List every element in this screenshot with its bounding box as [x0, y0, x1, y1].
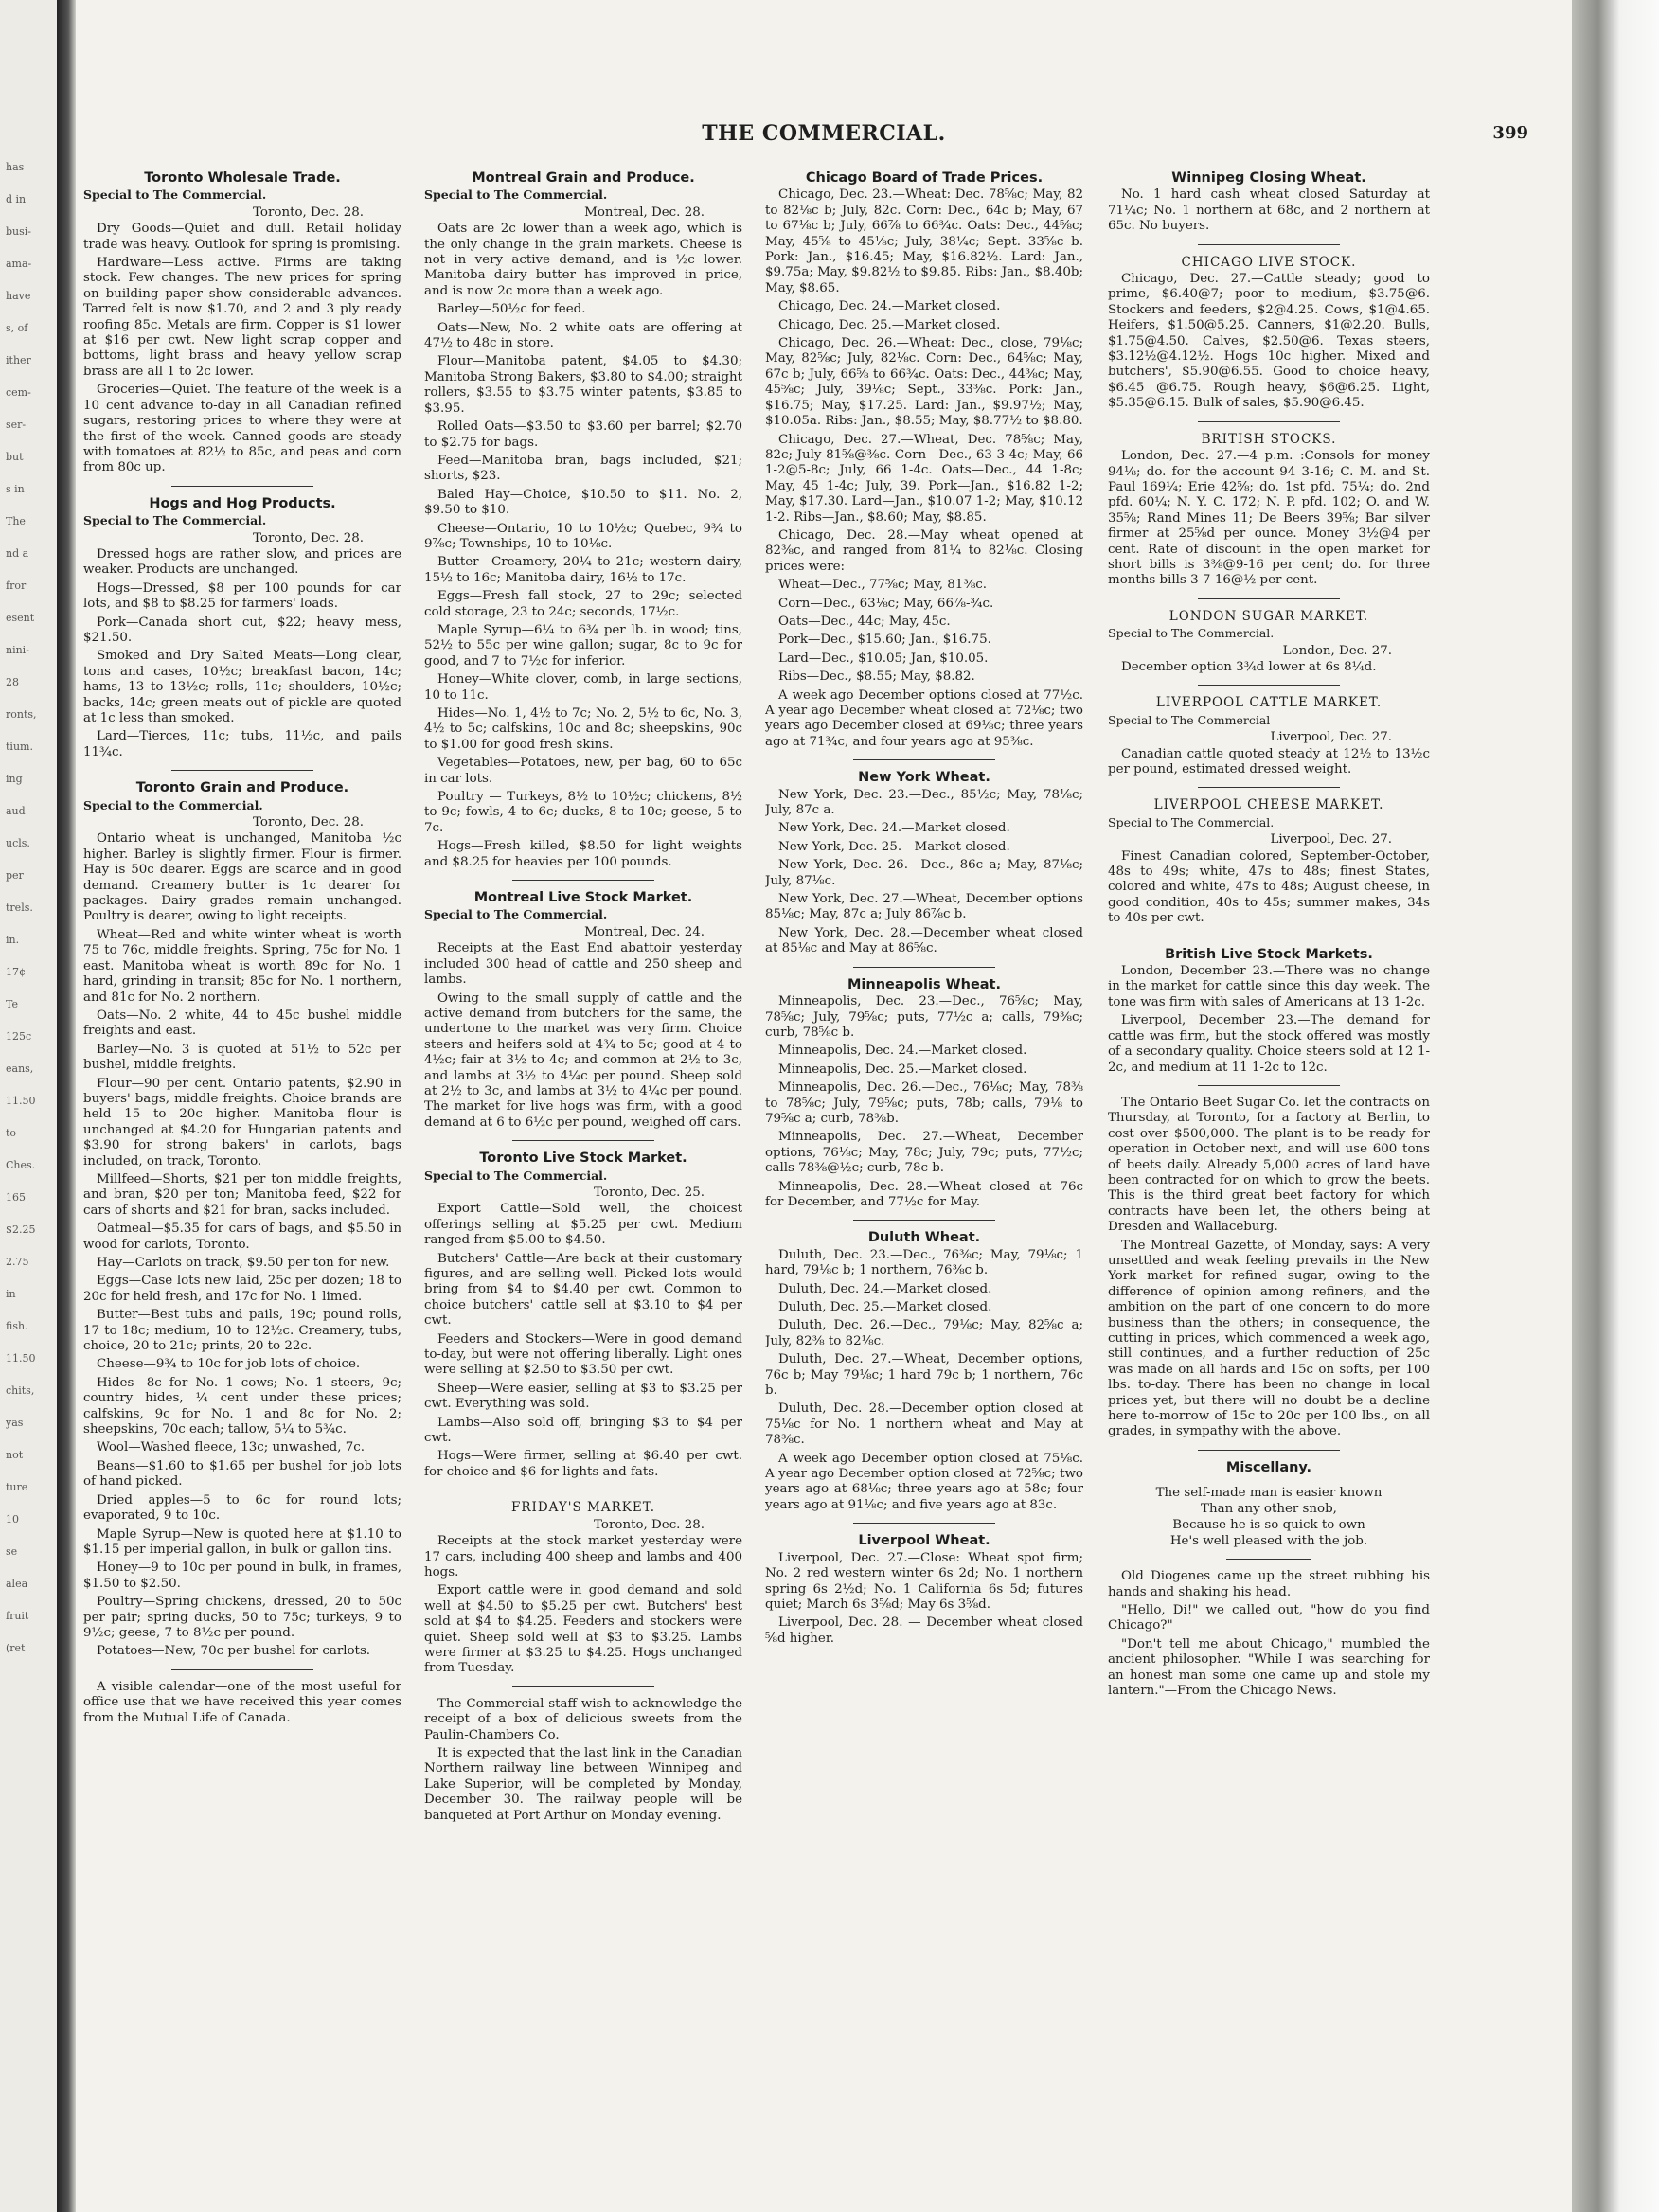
facing-page-fragment: but — [6, 451, 24, 463]
article-paragraph: Dry Goods—Quiet and dull. Retail holiday trade was heavy. Outlook for spring is promising. — [83, 222, 401, 252]
article-paragraph: Wheat—Red and white winter wheat is worth 75 to 76c, middle freights. Spring, 75c for No. 1 east. Manitoba wheat is worth 89c for No. 1 hard, grinding in transit; 85c for No. 1 northern, and 81c for No. 2 northern. — [83, 927, 401, 1005]
article-paragraph: Groceries—Quiet. The feature of the week is a 10 cent advance to-day in all Canadian refined sugars, restoring prices to where they were at the first of the week. Canned goods are steady with tomatoes at 82½ to 85c, and peas and corn from 80c up. — [83, 383, 401, 475]
facing-page-fragment: ucls. — [6, 837, 30, 849]
facing-page-fragment: ither — [6, 354, 31, 366]
article-paragraph: Minneapolis, Dec. 26.—Dec., 76⅛c; May, 78⅜ to 78⅝c; July, 79⅝c; puts, 78b; calls, 79⅛ to 79⅝c a; curb, 78⅜b. — [765, 1080, 1083, 1126]
article-title: Toronto Grain and Produce. — [135, 780, 349, 796]
facing-page-fragment: ser- — [6, 419, 27, 431]
dateline: Liverpool, Dec. 27. — [1270, 730, 1392, 745]
article-title: Montreal Grain and Produce. — [472, 170, 695, 186]
article-paragraph: Honey—9 to 10c per pound in bulk, in frames, $1.50 to $2.50. — [83, 1561, 401, 1591]
article-paragraph: Duluth, Dec. 23.—Dec., 76⅜c; May, 79⅛c; 1 hard, 79⅛c b; 1 northern, 76⅜c b. — [765, 1247, 1083, 1278]
section-divider — [1198, 421, 1340, 422]
article-title: LIVERPOOL CHEESE MARKET. — [1153, 797, 1384, 813]
article — [424, 1697, 742, 1824]
article-paragraph: Ontario wheat is unchanged, Manitoba ½c higher. Barley is slightly firmer. Flour is firmer. Hay is 50c dearer. Eggs are scarce and in good demand. Creamery butter is 1c dearer for packages. Dairy grades remain unchanged. Poultry is dearer, owing to light receipts. — [83, 831, 401, 924]
facing-page-fragment: 2.75 — [6, 1256, 29, 1268]
facing-page-fragment: ama- — [6, 258, 32, 270]
facing-page-fragment: alea — [6, 1578, 28, 1590]
facing-page-fragment: 165 — [6, 1191, 26, 1204]
article-paragraph: Cheese—9¾ to 10c for job lots of choice. — [97, 1357, 361, 1372]
article-paragraph: A week ago December options closed at 77½c. A year ago December wheat closed at 72⅛c; two years ago December closed at 69⅛c; three years ago at 71¾c, and four years ago at 95⅜c. — [765, 687, 1083, 749]
article-paragraph: Wool—Washed fleece, 13c; unwashed, 7c. — [97, 1440, 365, 1455]
section-divider — [512, 880, 654, 881]
article — [424, 890, 742, 1131]
facing-page-fragment: esent — [6, 612, 35, 624]
facing-page-fragment: 125c — [6, 1030, 32, 1043]
column-1 — [83, 161, 401, 2168]
dateline: Montreal, Dec. 28. — [584, 205, 705, 220]
facing-page-fragment: Ches. — [6, 1159, 36, 1171]
article-paragraph: The Ontario Beet Sugar Co. let the contracts on Thursday, at Toronto, for a factory at Berlin, to cost over $500,000. The plant is to be ready for operation in October next, and will use 600 tons of beets daily. Already 5,000 acres of land have been contracted for on which to grow the beets. This is the third great beet factory for which contracts have been let, the others being at Dresden and Wallaceburg. — [1108, 1095, 1430, 1235]
section-divider — [1198, 787, 1340, 788]
article-paragraph: Corn—Dec., 63⅛c; May, 66⅞-¾c. — [778, 596, 994, 611]
binding-gutter — [57, 0, 76, 2212]
article-title: FRIDAY'S MARKET. — [510, 1500, 656, 1516]
article-paragraph: Barley—No. 3 is quoted at 51½ to 52c per bushel, middle freights. — [83, 1042, 401, 1073]
section-divider — [171, 770, 313, 771]
article-paragraph: Feed—Manitoba bran, bags included, $21; shorts, $23. — [424, 453, 742, 484]
article-paragraph: Smoked and Dry Salted Meats—Long clear, tons and cases, 10½c; breakfast bacon, 14c; hams, 13 to 13½c; rolls, 11c; shoulders, 10½c; backs, 14c; green meats out of pickle are quoted at 1c less than smoked. — [83, 649, 401, 725]
facing-page-fragment: 10 — [6, 1513, 19, 1525]
article-paragraph: Liverpool, December 23.—The demand for cattle was firm, but the stock offered was mostly of a secondary quality. Choice steers sold at 12 1-2c, and medium at 11 1-2c to 12c. — [1108, 1013, 1430, 1075]
article-paragraph: Oatmeal—$5.35 for cars of bags, and $5.50 in wood for carlots, Toronto. — [83, 1222, 401, 1252]
page-number: 399 — [1492, 123, 1528, 143]
article-paragraph: Hogs—Were firmer, selling at $6.40 per cwt. for choice and $6 for lights and fats. — [424, 1449, 742, 1479]
column-2 — [424, 161, 742, 2168]
miscellany-paragraph: Old Diogenes came up the street rubbing his hands and shaking his head. — [1108, 1569, 1430, 1599]
facing-page-fragment: 11.50 — [6, 1095, 36, 1107]
article-paragraph: Export Cattle—Sold well, the choicest offerings selling at $5.25 per cwt. Medium ranged from $5.00 to $4.50. — [424, 1202, 742, 1248]
article-paragraph: A visible calendar—one of the most useful for office use that we have received this year comes from the Mutual Life of Canada. — [83, 1679, 401, 1725]
article-paragraph: Minneapolis, Dec. 27.—Wheat, December options, 76⅛c; May, 78c; July, 79c; puts, 77½c; calls 78⅜@½c; curb, 78c b. — [765, 1130, 1083, 1176]
article-paragraph: The Montreal Gazette, of Monday, says: A very unsettled and weak feeling prevails in the New York market for refined sugar, owing to the difference of opinion among refiners, and the ambition on the part of one concern to do more business than the others; in consequence, the cutting in prices, which commenced a week ago, still continues, and a further reduction of 25c was made on all hards and 15c on softs, per 100 lbs. to-day. There has been no change in local prices yet, but there will no doubt be a decline here to-morrow of 15c to 20c per 100 lbs., on all grades, in sympathy with the above. — [1108, 1238, 1430, 1439]
article-paragraph: Receipts at the stock market yesterday were 17 cars, including 400 sheep and lambs and 400 hogs. — [424, 1534, 742, 1579]
article-paragraph: Chicago, Dec. 23.—Wheat: Dec. 78⅝c; May, 82 to 82⅛c b; July, 82c. Corn: Dec., 64c b; May, 67 to 67⅛c b; July, 66⅞ to 66¾c. Oats: Dec., 44⅝c; May, 45⅝ to 45⅛c; July, 38¼c; Sept. 33⅝c b. Pork: Jan., $16.45; May, $16.82½. Lard: Jan., $9.75a; May, $9.82½ to $9.85. Ribs: Jan., $8.40b; May, $8.65. — [765, 187, 1083, 295]
article-paragraph: Chicago, Dec. 27.—Cattle steady; good to prime, $6.40@7; poor to medium, $3.75@6. Stockers and feeders, $2@4.25. Cows, $1@4.65. Heifers, $1.50@5.25. Canners, $1@2.20. Bulls, $1.75@4.50. Calves, $2.50@6. Texas steers, $3.12½@4.12½. Hogs 10c higher. Mixed and butchers', $5.90@6.55. Good to choice heavy, $6.45 @6.75. Rough heavy, $6@6.25. Light, $5.35@6.15. Bulk of sales, $5.90@6.45. — [1108, 272, 1430, 411]
article — [1108, 432, 1430, 589]
section-divider — [853, 1523, 995, 1524]
article-title: BRITISH STOCKS. — [1201, 431, 1337, 447]
article-paragraph: Ribs—Dec., $8.55; May, $8.82. — [778, 669, 975, 685]
article-title: LONDON SUGAR MARKET. — [1168, 608, 1369, 624]
special-credit: Special to The Commercial. — [424, 1168, 608, 1183]
article-paragraph: Duluth, Dec. 27.—Wheat, December options, 76c b; May 79⅛c; 1 hard 79c b; 1 northern, 76c b. — [765, 1352, 1083, 1399]
article — [83, 170, 401, 476]
dateline: Toronto, Dec. 28. — [594, 1517, 705, 1532]
article-paragraph: Duluth, Dec. 26.—Dec., 79⅛c; May, 82⅝c a; July, 82⅜ to 82⅛c. — [765, 1318, 1083, 1348]
special-credit: Special to The Commercial. — [1108, 814, 1275, 830]
article — [1108, 1460, 1430, 1475]
article-paragraph: Maple Syrup—6¼ to 6¾ per lb. in wood; tins, 52½ to 55c per wine gallon; sugar, 8c to 9c for good, and 7 to 7½c for inferior. — [424, 622, 742, 669]
section-divider — [1198, 685, 1340, 686]
dateline: Liverpool, Dec. 27. — [1270, 832, 1392, 847]
article-paragraph: Butter—Creamery, 20¼ to 21c; western dairy, 15½ to 16c; Manitoba dairy, 16½ to 17c. — [424, 555, 742, 585]
article-title: Hogs and Hog Products. — [149, 495, 336, 511]
section-divider — [853, 1220, 995, 1221]
facing-page-fragment: nini- — [6, 644, 29, 656]
facing-page-fragment: aud — [6, 805, 26, 817]
article-paragraph: Oats are 2c lower than a week ago, which is the only change in the grain markets. Cheese is not in very active demand, and is ½c lower. Manitoba dairy butter has improved in price, and is now 2c more than a week ago. — [424, 222, 742, 298]
article-paragraph: No. 1 hard cash wheat closed Saturday at 71¼c; No. 1 northern at 68c, and 2 northern at 65c. No buyers. — [1108, 187, 1430, 234]
article-paragraph: Potatoes—New, 70c per bushel for carlots. — [97, 1644, 371, 1659]
article-title: CHICAGO LIVE STOCK. — [1181, 254, 1357, 270]
article-paragraph: Minneapolis, Dec. 28.—Wheat closed at 76c for December, and 77½c for May. — [765, 1179, 1083, 1209]
article-paragraph: Finest Canadian colored, September-October, 48s to 49s; white, 47s to 48s; finest States, colored and white, 47s to 48s; August cheese, in good condition, 40s to 45s; summer makes, 34s to 40s per cwt. — [1108, 848, 1430, 926]
newspaper-page — [76, 0, 1572, 2212]
article-title: Miscellany. — [1225, 1459, 1312, 1475]
section-divider — [171, 486, 313, 487]
facing-page-fragment: nd a — [6, 547, 29, 560]
article-paragraph: Vegetables—Potatoes, new, per bag, 60 to 65c in car lots. — [424, 756, 742, 786]
dateline: Toronto, Dec. 25. — [594, 1185, 705, 1200]
section-divider — [853, 967, 995, 968]
article — [1108, 255, 1430, 412]
article-title: Chicago Board of Trade Prices. — [805, 170, 1044, 186]
facing-page-fragment: ing — [6, 773, 23, 785]
article-paragraph: Feeders and Stockers—Were in good demand to-day, but were not offering liberally. Light ones were selling at $2.50 to $3.50 per cwt. — [424, 1331, 742, 1378]
facing-page-fragment: tium. — [6, 740, 33, 753]
facing-page-fragment: s, of — [6, 322, 28, 334]
article-title: Montreal Live Stock Market. — [473, 890, 693, 906]
special-credit: Special to The Commercial — [1108, 712, 1271, 727]
facing-page-fragment: fruit — [6, 1610, 29, 1622]
column-4 — [1108, 161, 1430, 2168]
article-paragraph: New York, Dec. 27.—Wheat, December options 85⅛c; May, 87c a; July 86⅞c b. — [765, 892, 1083, 922]
article — [765, 170, 1083, 750]
special-credit: Special to the Commercial. — [83, 797, 263, 812]
article-paragraph: Honey—White clover, comb, in large sections, 10 to 11c. — [424, 672, 742, 703]
article-paragraph: Minneapolis, Dec. 25.—Market closed. — [778, 1061, 1027, 1077]
section-divider — [853, 759, 995, 760]
article-title: Toronto Live Stock Market. — [479, 1151, 687, 1167]
section-divider — [1198, 598, 1340, 599]
miscellany-poem — [1108, 1485, 1430, 1549]
page-edge — [1572, 0, 1659, 2212]
article-paragraph: London, Dec. 27.—4 p.m. :Consols for money 94⅛; do. for the account 94 3-16; C. M. and St. Paul 169¼; Erie 42⅝; do. 1st pfd. 75¼; do. 2nd pfd. 60¼; N. Y. C. 172; N. P. pfd. 102; O. and W. 35⅝; Rand Mines 11; De Beers 39⅝; Bar silver firmer at 25⅝d per ounce. Money 3½@4 per cent. Rate of discount in the open market for short bills is 3⅜@9-16 per cent; do. for three months bills 3 7-16@½ per cent. — [1108, 449, 1430, 588]
article-paragraph: Duluth, Dec. 24.—Market closed. — [778, 1281, 992, 1296]
article-paragraph: Owing to the small supply of cattle and the active demand from butchers for the same, the undertone to the market was very firm. Choice steers and heifers sold at 4¾ to 5c; good at 4 to 4½c; fair at 3½ to 4c; and common at 2½ to 3c, and lambs at 3½ to 4¼c per pound. Sheep sold at 2½ to 3c, and lambs at 3½ to 4¼c per pound. The market for live hogs was firm, with a good demand at 6 to 6½c per pound, weighed off cars. — [424, 990, 742, 1130]
article-paragraph: Butchers' Cattle—Are back at their customary figures, and are selling well. Picked lots would bring from $4 to $4.40 per cwt. Common to choice butchers' cattle sell at $3.10 to $4 per cwt. — [424, 1251, 742, 1329]
dateline: Toronto, Dec. 28. — [253, 530, 364, 545]
article-paragraph: Liverpool, Dec. 28. — December wheat closed ⅝d higher. — [765, 1615, 1083, 1646]
poem-line: The self-made man is easier known — [1155, 1486, 1382, 1501]
article-paragraph: Export cattle were in good demand and sold well at $4.50 to $5.25 per cwt. Butchers' best sold at $4 to $4.25. Feeders and stockers were quiet. Sheep sold well at $3 to $3.25. Lambs were firmer at $3.25 to $4.25. Hogs unchanged from Tuesday. — [424, 1583, 742, 1676]
dateline: Montreal, Dec. 24. — [584, 924, 705, 939]
article-paragraph: Canadian cattle quoted steady at 12½ to 13½c per pound, estimated dressed weight. — [1108, 746, 1430, 776]
article-paragraph: Oats—New, No. 2 white oats are offering at 47½ to 48c in store. — [424, 320, 742, 351]
special-credit: Special to The Commercial. — [83, 513, 267, 528]
article-paragraph: Chicago, Dec. 28.—May wheat opened at 82⅜c, and ranged from 81¼ to 82⅛c. Closing prices were: — [765, 527, 1083, 574]
article-paragraph: New York, Dec. 28.—December wheat closed at 85⅛c and May at 86⅝c. — [765, 925, 1083, 956]
article-paragraph: Hogs—Dressed, $8 per 100 pounds for car lots, and $8 to $8.25 for farmers' loads. — [83, 580, 401, 612]
article — [1108, 797, 1430, 926]
article-paragraph: Minneapolis, Dec. 24.—Market closed. — [778, 1044, 1027, 1059]
article-paragraph: Poultry — Turkeys, 8½ to 10½c; chickens, 8½ to 9c; fowls, 4 to 6c; ducks, 8 to 10c; geese, 5 to 7c. — [424, 790, 742, 835]
article — [1108, 947, 1430, 1076]
article-paragraph: Wheat—Dec., 77⅝c; May, 81⅜c. — [778, 578, 988, 593]
poem-line: He's well pleased with the job. — [1169, 1534, 1368, 1549]
article-paragraph: Beans—$1.60 to $1.65 per bushel for job lots of hand picked. — [83, 1458, 401, 1490]
article — [1108, 695, 1430, 777]
facing-page-fragment: ture — [6, 1481, 28, 1493]
page-title: THE COMMERCIAL. — [702, 121, 946, 146]
article — [424, 1500, 742, 1676]
article-paragraph: Baled Hay—Choice, $10.50 to $11. No. 2, $9.50 to $10. — [424, 487, 742, 518]
article-paragraph: New York, Dec. 25.—Market closed. — [778, 839, 1010, 854]
article-paragraph: Flour—90 per cent. Ontario patents, $2.90 in buyers' bags, middle freights. Choice brands are held 15 to 20c higher. Manitoba flour is unchanged at $4.20 for Hungarian patents and $3.90 for strong bakers' in carlots, bags included, on track, Toronto. — [83, 1076, 401, 1168]
article-paragraph: Receipts at the East End abattoir yesterday included 300 head of cattle and 250 sheep and lambs. — [424, 941, 742, 988]
article — [765, 1533, 1083, 1647]
facing-page-fragment: in. — [6, 934, 20, 946]
article-paragraph: Hides—No. 1, 4½ to 7c; No. 2, 5½ to 6c, No. 3, 4½ to 5c; calfskins, 10c and 8c; sheepskins, 90c to $1.00 for good fresh skins. — [424, 706, 742, 752]
article-paragraph: Eggs—Fresh fall stock, 27 to 29c; selected cold storage, 23 to 24c; seconds, 17½c. — [424, 589, 742, 619]
article-paragraph: It is expected that the last link in the Canadian Northern railway line between Winnipeg and Lake Superior, will be completed by Monday, December 30. The railway people will be banqueted at Port Arthur on Monday evening. — [424, 1745, 742, 1823]
facing-page-fragment: chits, — [6, 1384, 35, 1397]
facing-page-fragment: $2.25 — [6, 1223, 36, 1236]
article-paragraph: New York, Dec. 26.—Dec., 86c a; May, 87⅛c; July, 87⅛c. — [765, 858, 1083, 888]
facing-page-fragment: cem- — [6, 386, 31, 399]
article — [1108, 609, 1430, 676]
article-paragraph: London, December 23.—There was no change in the market for cattle since this day week. The tone was firm with sales of Americans at 13 1-2c. — [1108, 964, 1430, 1009]
special-credit: Special to The Commercial. — [83, 187, 267, 203]
miscellany-paragraph: "Hello, Di!" we called out, "how do you find Chicago?" — [1108, 1603, 1430, 1633]
facing-page-fragment: has — [6, 161, 25, 173]
special-credit: Special to The Commercial. — [424, 907, 608, 922]
article — [765, 770, 1083, 956]
article-paragraph: December option 3¾d lower at 6s 8¼d. — [1121, 659, 1377, 674]
article — [83, 1680, 401, 1726]
facing-page-fragment: fror — [6, 580, 27, 592]
facing-page-fragment: yas — [6, 1417, 24, 1429]
article — [424, 1151, 742, 1480]
article-paragraph: Rolled Oats—$3.50 to $3.60 per barrel; $2.70 to $2.75 for bags. — [424, 419, 742, 450]
article-paragraph: Minneapolis, Dec. 23.—Dec., 76⅝c; May, 78⅝c; July, 79⅝c; puts, 77½c a; calls, 79⅜c; curb, 78⅝c b. — [765, 994, 1083, 1040]
facing-page-fragment: busi- — [6, 225, 32, 238]
article-paragraph: Dried apples—5 to 6c for round lots; evaporated, 9 to 10c. — [83, 1492, 401, 1524]
dateline: Toronto, Dec. 28. — [253, 205, 364, 220]
article-paragraph: Pork—Dec., $15.60; Jan., $16.75. — [778, 633, 991, 648]
facing-page-fragment: d in — [6, 193, 27, 205]
facing-page-fragment: ronts, — [6, 708, 37, 721]
article-paragraph: Hogs—Fresh killed, $8.50 for light weights and $8.25 for heavies per 100 pounds. — [424, 839, 742, 869]
facing-page-fragment: in — [6, 1288, 16, 1300]
article-paragraph: Butter—Best tubs and pails, 19c; pound rolls, 17 to 18c; medium, 10 to 12½c. Creamery, tubs, choice, 20 to 21c; prints, 20 to 22c. — [83, 1308, 401, 1354]
dateline: London, Dec. 27. — [1282, 643, 1392, 658]
poem-line: Because he is so quick to own — [1172, 1518, 1365, 1533]
facing-page-fragment: 17¢ — [6, 966, 26, 978]
article-title: British Live Stock Markets. — [1165, 946, 1373, 962]
dateline: Toronto, Dec. 28. — [253, 815, 364, 830]
article-paragraph: Lambs—Also sold off, bringing $3 to $4 per cwt. — [424, 1415, 742, 1446]
article-paragraph: Eggs—Case lots new laid, 25c per dozen; 18 to 20c for held fresh, and 17c for No. 1 limed. — [83, 1274, 401, 1304]
facing-page-fragment: se — [6, 1545, 18, 1558]
facing-page-fragment: (ret — [6, 1642, 26, 1654]
article-paragraph: Poultry—Spring chickens, dressed, 20 to 50c per pair; spring ducks, 50 to 75c; turkeys, 9 to 9½c; geese, 7 to 8½c per pound. — [83, 1595, 401, 1640]
article-paragraph: Millfeed—Shorts, $21 per ton middle freights, and bran, $20 per ton; Manitoba feed, $22 for cars of shorts and $21 for bran, sacks included. — [83, 1171, 401, 1218]
miscellany-paragraph: "Don't tell me about Chicago," mumbled the ancient philosopher. "While I was searching for an honest man some one came up and stole my lantern."—From the Chicago News. — [1108, 1636, 1430, 1699]
article-paragraph: Hay—Carlots on track, $9.50 per ton for new. — [97, 1256, 390, 1270]
article-title: Toronto Wholesale Trade. — [144, 170, 341, 186]
article-paragraph: Lard—Dec., $10.05; Jan, $10.05. — [778, 651, 989, 666]
article — [765, 977, 1083, 1211]
article-paragraph: Hides—8c for No. 1 cows; No. 1 steers, 9c; country hides, ¼ cent under these prices; calfskins, 9c for No. 1 and 8c for No. 2; sheepskins, 70c each; tallow, 5¼ to 5¾c. — [83, 1375, 401, 1437]
article — [1108, 1096, 1430, 1440]
article-paragraph: Dressed hogs are rather slow, and prices are weaker. Products are unchanged. — [83, 546, 401, 578]
article-paragraph: Chicago, Dec. 27.—Wheat, Dec. 78⅝c; May, 82c; July 81⅝@⅜c. Corn—Dec., 63 3-4c; May, 66 1-2@5-8c; July, 66 1-4c. Oats—Dec., 44 1-8c; May, 45 1-4c; July, 39. Pork—Jan., $16.82 1-2; May, $17.30. Lard—Jan., $10.07 1-2; May, $10.12 1-2. Ribs—Jan., $8.60; May, $8.85. — [765, 432, 1083, 525]
article-paragraph: Cheese—Ontario, 10 to 10½c; Quebec, 9¾ to 9⅞c; Townships, 10 to 10⅛c. — [424, 521, 742, 551]
article — [83, 780, 401, 1660]
facing-page-fragment: Te — [6, 998, 18, 1010]
article-paragraph: Oats—No. 2 white, 44 to 45c bushel middle freights and east. — [83, 1008, 401, 1039]
facing-page-fragment: not — [6, 1449, 24, 1461]
article-paragraph: Duluth, Dec. 28.—December option closed at 75⅛c for No. 1 northern wheat and May at 78⅜c. — [765, 1401, 1083, 1448]
article-paragraph: Flour—Manitoba patent, $4.05 to $4.30; Manitoba Strong Bakers, $3.80 to $4.00; straight rollers, $3.55 to $3.75 winter patents, $3.85 to $3.95. — [424, 354, 742, 416]
section-divider — [1198, 244, 1340, 245]
section-divider — [1198, 1450, 1340, 1451]
facing-page-fragment: 11.50 — [6, 1352, 36, 1365]
article — [1108, 170, 1430, 235]
article-paragraph: Oats—Dec., 44c; May, 45c. — [778, 614, 951, 629]
facing-page-fragment: fish. — [6, 1320, 28, 1332]
article — [83, 496, 401, 761]
article-title: Liverpool Wheat. — [858, 1533, 990, 1549]
article-paragraph: Chicago, Dec. 26.—Wheat: Dec., close, 79⅛c; May, 82⅝c; July, 82⅛c. Corn: Dec., 64⅝c; May, 67c b; July, 66⅝ to 66¾c. Oats: Dec., 44⅜c; May, 45⅝c; July, 39⅛c; Sept., 33⅜c. Pork: Jan., $16.75; May, $17.25. Lard: Jan., $9.97½; May, $10.05a. Ribs: Jan., $8.55; May, $8.77½ to $8.80. — [765, 336, 1083, 429]
section-divider — [171, 1669, 313, 1670]
article-paragraph: Sheep—Were easier, selling at $3 to $3.25 per cwt. Everything was sold. — [424, 1381, 742, 1412]
facing-page-fragment: trels. — [6, 901, 33, 914]
article — [424, 170, 742, 870]
article-paragraph: Liverpool, Dec. 27.—Close: Wheat spot firm; No. 2 red western winter 6s 2d; No. 1 northern spring 6s 2½d; No. 1 California 6s 5d; futures quiet; March 6s 3⅝d; May 6s 3⅝d. — [765, 1550, 1083, 1612]
section-divider — [1198, 1085, 1340, 1086]
article-paragraph: The Commercial staff wish to acknowledge the receipt of a box of delicious sweets from the Paulin-Chambers Co. — [424, 1696, 742, 1742]
article-paragraph: Lard—Tierces, 11c; tubs, 11½c, and pails 11¾c. — [83, 729, 401, 759]
facing-page-fragment: to — [6, 1127, 17, 1139]
article-title: Minneapolis Wheat. — [847, 976, 1001, 992]
article-paragraph: New York, Dec. 23.—Dec., 85½c; May, 78⅛c; July, 87c a. — [765, 787, 1083, 818]
article-paragraph: Chicago, Dec. 25.—Market closed. — [778, 317, 1001, 332]
section-divider — [1226, 1559, 1311, 1560]
article-paragraph: Barley—50½c for feed. — [437, 302, 586, 317]
column-3 — [765, 161, 1083, 2168]
article-paragraph: Maple Syrup—New is quoted here at $1.10 to $1.15 per imperial gallon, in bulk or gallon tins. — [83, 1526, 401, 1557]
article-title: Duluth Wheat. — [867, 1230, 981, 1246]
article-paragraph: Pork—Canada short cut, $22; heavy mess, $21.50. — [83, 615, 401, 645]
article — [765, 1230, 1083, 1513]
article-title: Winnipeg Closing Wheat. — [1171, 170, 1366, 186]
facing-page-fragment: per — [6, 869, 24, 882]
article-paragraph: Chicago, Dec. 24.—Market closed. — [778, 299, 1001, 314]
facing-page-fragment: eans, — [6, 1062, 34, 1075]
article-title: LIVERPOOL CATTLE MARKET. — [1155, 695, 1382, 711]
facing-page-fragment: have — [6, 290, 31, 302]
facing-page-fragment: The — [6, 515, 26, 527]
section-divider — [512, 1140, 654, 1141]
facing-page-fragment: 28 — [6, 676, 19, 688]
facing-page-fragment: s in — [6, 483, 25, 495]
special-credit: Special to The Commercial. — [1108, 626, 1275, 641]
section-divider — [512, 1686, 654, 1687]
article-paragraph: A week ago December option closed at 75⅛c. A year ago December option closed at 72⅝c; two years ago at 68⅛c; three years ago at 58c; four years ago at 91⅛c; and five years ago at 83c. — [765, 1451, 1083, 1512]
special-credit: Special to The Commercial. — [424, 187, 608, 203]
article-title: New York Wheat. — [858, 770, 990, 786]
article-paragraph: Hardware—Less active. Firms are taking stock. Few changes. The new prices for spring on building paper show considerable advances. Tarred felt is now $1.70, and 2 and 3 ply ready roofing 85c. Metals are firm. Copper is $1 lower at $16 per cwt. New light scrap copper and bottoms, light brass and heavy yellow scrap brass are all 1 to 2c lower. — [83, 256, 401, 379]
poem-line: Than any other snob, — [1201, 1502, 1337, 1517]
article-paragraph: Duluth, Dec. 25.—Market closed. — [778, 1300, 992, 1314]
article-paragraph: New York, Dec. 24.—Market closed. — [778, 821, 1010, 836]
